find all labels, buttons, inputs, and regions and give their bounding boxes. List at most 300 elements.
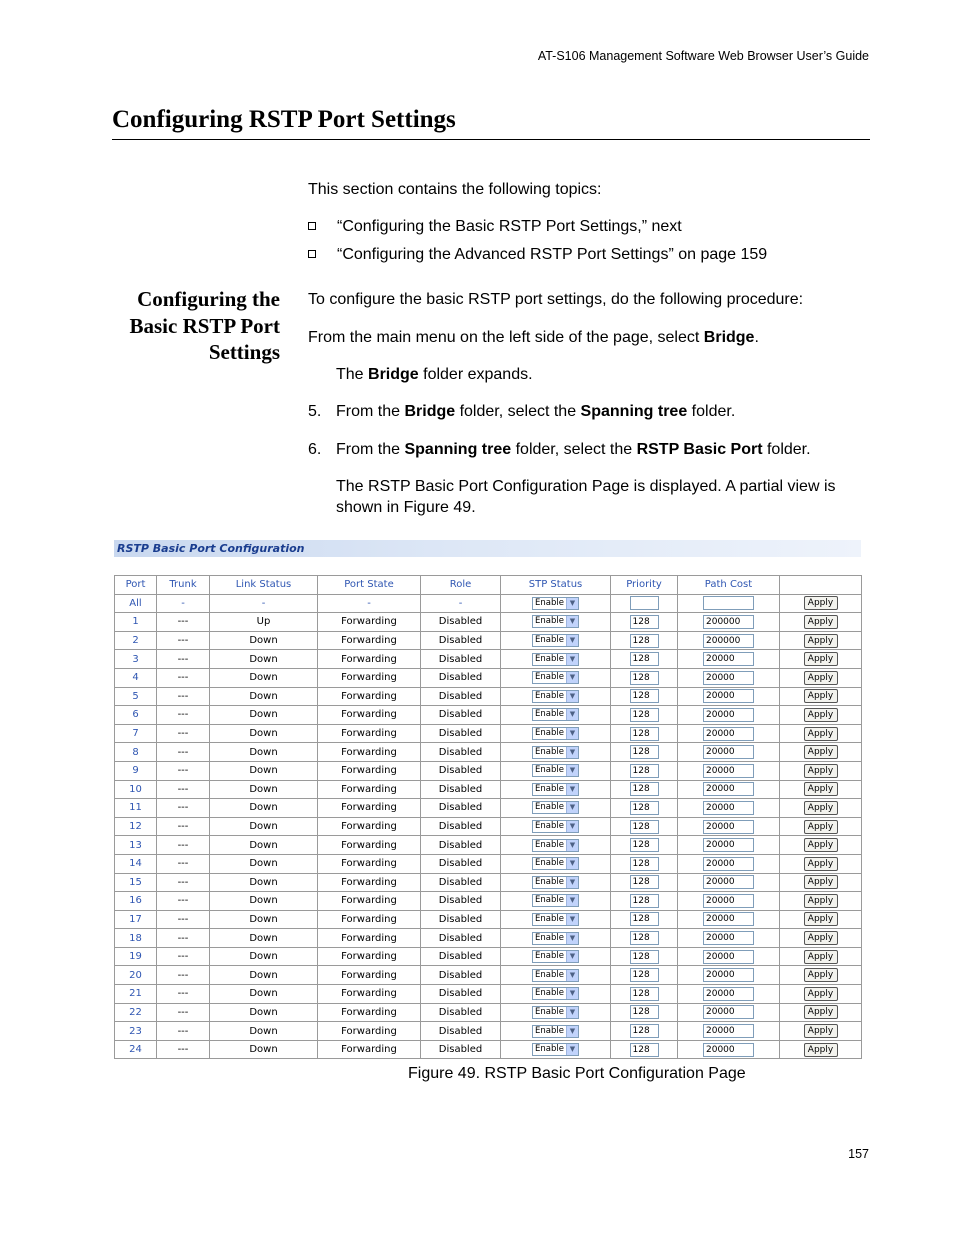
priority-cell xyxy=(611,817,678,836)
path-cost-input[interactable]: 20000 xyxy=(703,764,754,778)
role-cell: Disabled xyxy=(421,613,501,632)
table-row xyxy=(115,724,862,743)
priority-input[interactable]: 128 xyxy=(630,968,659,982)
apply-cell xyxy=(780,817,862,836)
table-row xyxy=(115,631,862,650)
port-cell: 19 xyxy=(115,947,157,966)
apply-button[interactable]: Apply xyxy=(804,634,838,648)
path-cost-input[interactable]: 20000 xyxy=(703,968,754,982)
trunk-cell: --- xyxy=(157,873,210,892)
port-state-cell: Forwarding xyxy=(318,724,421,743)
path-cost-cell xyxy=(678,799,780,818)
path-cost-cell xyxy=(678,1003,780,1022)
apply-cell xyxy=(780,854,862,873)
port-cell: 17 xyxy=(115,910,157,929)
column-header: Path Cost xyxy=(678,576,780,595)
figure-caption: Figure 49. RSTP Basic Port Configuration Page xyxy=(408,1065,746,1082)
port-state-cell: Forwarding xyxy=(318,929,421,948)
link-status-cell: Down xyxy=(210,929,318,948)
path-cost-cell xyxy=(678,817,780,836)
priority-input[interactable]: 128 xyxy=(630,689,659,703)
chevron-down-icon: ▼ xyxy=(566,747,578,758)
chevron-down-icon: ▼ xyxy=(566,933,578,944)
stp-status-select[interactable]: Enable ▼ xyxy=(532,801,579,814)
apply-button[interactable]: Apply xyxy=(804,820,838,834)
stp-status-select[interactable]: Enable ▼ xyxy=(532,634,579,647)
stp-status-select[interactable]: Enable ▼ xyxy=(532,876,579,889)
path-cost-input[interactable]: 20000 xyxy=(703,782,754,796)
apply-cell xyxy=(780,929,862,948)
path-cost-cell xyxy=(678,836,780,855)
priority-input[interactable]: 128 xyxy=(630,931,659,945)
port-cell: 13 xyxy=(115,836,157,855)
priority-input[interactable]: 128 xyxy=(630,782,659,796)
step-number: 5. xyxy=(308,403,322,420)
priority-cell xyxy=(611,873,678,892)
port-cell: 6 xyxy=(115,706,157,725)
apply-button[interactable]: Apply xyxy=(804,708,838,722)
chevron-down-icon: ▼ xyxy=(566,784,578,795)
link-status-cell: Down xyxy=(210,873,318,892)
priority-cell xyxy=(611,761,678,780)
table-row xyxy=(115,1040,862,1059)
port-cell: 22 xyxy=(115,1003,157,1022)
apply-button[interactable]: Apply xyxy=(804,950,838,964)
apply-button[interactable]: Apply xyxy=(804,1043,838,1057)
trunk-cell: --- xyxy=(157,1003,210,1022)
path-cost-input[interactable]: 20000 xyxy=(703,671,754,685)
link-status-cell: Down xyxy=(210,1022,318,1041)
role-cell: Disabled xyxy=(421,724,501,743)
link-status-cell: Down xyxy=(210,724,318,743)
apply-button[interactable]: Apply xyxy=(804,652,838,666)
port-cell: 4 xyxy=(115,668,157,687)
table-row xyxy=(115,780,862,799)
apply-button[interactable]: Apply xyxy=(804,1024,838,1038)
stp-status-cell xyxy=(501,668,611,687)
priority-input[interactable]: 128 xyxy=(630,745,659,759)
path-cost-input[interactable]: 20000 xyxy=(703,801,754,815)
priority-input[interactable]: 128 xyxy=(630,1043,659,1057)
apply-button[interactable]: Apply xyxy=(804,801,838,815)
apply-button[interactable]: Apply xyxy=(804,912,838,926)
chevron-down-icon: ▼ xyxy=(566,672,578,683)
link-status-cell: Down xyxy=(210,650,318,669)
priority-cell xyxy=(611,631,678,650)
stp-status-select[interactable]: Enable ▼ xyxy=(532,708,579,721)
port-state-cell: Forwarding xyxy=(318,650,421,669)
stp-status-cell xyxy=(501,761,611,780)
chevron-down-icon: ▼ xyxy=(566,1044,578,1055)
priority-cell xyxy=(611,650,678,669)
chevron-down-icon: ▼ xyxy=(566,840,578,851)
path-cost-input[interactable] xyxy=(703,596,754,610)
apply-cell xyxy=(780,1022,862,1041)
path-cost-cell xyxy=(678,854,780,873)
path-cost-input[interactable]: 20000 xyxy=(703,857,754,871)
table-row xyxy=(115,1003,862,1022)
step-result: The RSTP Basic Port Configuration Page is displayed. A partial view is shown in Figure 49. xyxy=(336,478,836,516)
path-cost-input[interactable]: 20000 xyxy=(703,820,754,834)
stp-status-cell xyxy=(501,613,611,632)
role-cell: Disabled xyxy=(421,836,501,855)
stp-status-cell xyxy=(501,966,611,985)
path-cost-cell xyxy=(678,947,780,966)
apply-button[interactable]: Apply xyxy=(804,615,838,629)
role-cell: Disabled xyxy=(421,873,501,892)
path-cost-input[interactable]: 20000 xyxy=(703,950,754,964)
port-state-cell: Forwarding xyxy=(318,613,421,632)
apply-button[interactable]: Apply xyxy=(804,1005,838,1019)
chevron-down-icon: ▼ xyxy=(566,728,578,739)
priority-cell xyxy=(611,1040,678,1059)
stp-status-select[interactable]: Enable ▼ xyxy=(532,727,579,740)
table-row xyxy=(115,892,862,911)
path-cost-cell xyxy=(678,1040,780,1059)
chevron-down-icon: ▼ xyxy=(566,691,578,702)
trunk-cell: --- xyxy=(157,780,210,799)
table-row xyxy=(115,761,862,780)
priority-input[interactable]: 128 xyxy=(630,894,659,908)
chevron-down-icon: ▼ xyxy=(566,914,578,925)
section-heading xyxy=(100,286,280,366)
path-cost-cell xyxy=(678,613,780,632)
stp-status-select[interactable]: Enable ▼ xyxy=(532,746,579,759)
apply-cell xyxy=(780,1040,862,1059)
role-cell: Disabled xyxy=(421,910,501,929)
path-cost-input[interactable]: 20000 xyxy=(703,875,754,889)
stp-status-select[interactable]: Enable ▼ xyxy=(532,950,579,963)
path-cost-cell xyxy=(678,873,780,892)
priority-input[interactable]: 128 xyxy=(630,634,659,648)
role-cell: Disabled xyxy=(421,687,501,706)
port-cell: 16 xyxy=(115,892,157,911)
path-cost-input[interactable]: 20000 xyxy=(703,1005,754,1019)
stp-status-cell xyxy=(501,892,611,911)
apply-button[interactable]: Apply xyxy=(804,968,838,982)
stp-status-cell xyxy=(501,594,611,613)
trunk-cell: --- xyxy=(157,668,210,687)
stp-status-select[interactable]: Enable ▼ xyxy=(532,764,579,777)
chevron-down-icon: ▼ xyxy=(566,821,578,832)
apply-cell xyxy=(780,761,862,780)
priority-input[interactable]: 128 xyxy=(630,912,659,926)
stp-status-select[interactable]: Enable ▼ xyxy=(532,1006,579,1019)
path-cost-input[interactable]: 20000 xyxy=(703,931,754,945)
trunk-cell: --- xyxy=(157,724,210,743)
table-row xyxy=(115,706,862,725)
trunk-cell: --- xyxy=(157,947,210,966)
port-cell: 15 xyxy=(115,873,157,892)
path-cost-cell xyxy=(678,724,780,743)
step-result: The Bridge folder expands. xyxy=(336,366,533,383)
stp-status-select[interactable]: Enable ▼ xyxy=(532,969,579,982)
port-cell: 3 xyxy=(115,650,157,669)
section-heading-line: Configuring the xyxy=(137,287,280,311)
port-cell: 8 xyxy=(115,743,157,762)
table-row xyxy=(115,817,862,836)
port-cell: 18 xyxy=(115,929,157,948)
section-heading-line: Basic RSTP Port xyxy=(129,313,280,338)
role-cell: Disabled xyxy=(421,706,501,725)
port-state-cell: Forwarding xyxy=(318,966,421,985)
chevron-down-icon: ▼ xyxy=(566,895,578,906)
link-status-cell: Down xyxy=(210,631,318,650)
priority-input[interactable]: 128 xyxy=(630,1024,659,1038)
role-cell: Disabled xyxy=(421,966,501,985)
stp-status-select[interactable]: Enable ▼ xyxy=(532,671,579,684)
apply-cell xyxy=(780,966,862,985)
port-state-cell: Forwarding xyxy=(318,799,421,818)
stp-status-select[interactable]: Enable ▼ xyxy=(532,597,579,610)
path-cost-input[interactable]: 200000 xyxy=(703,615,754,629)
stp-status-cell xyxy=(501,854,611,873)
apply-cell xyxy=(780,631,862,650)
chevron-down-icon: ▼ xyxy=(566,709,578,720)
trunk-cell: --- xyxy=(157,892,210,911)
checkbox-bullet-icon xyxy=(308,222,316,230)
path-cost-input[interactable]: 20000 xyxy=(703,652,754,666)
priority-cell xyxy=(611,910,678,929)
role-cell: Disabled xyxy=(421,1040,501,1059)
role-cell: Disabled xyxy=(421,892,501,911)
apply-button[interactable]: Apply xyxy=(804,727,838,741)
apply-button[interactable]: Apply xyxy=(804,689,838,703)
apply-cell xyxy=(780,743,862,762)
stp-status-select[interactable]: Enable ▼ xyxy=(532,894,579,907)
port-state-cell: Forwarding xyxy=(318,873,421,892)
stp-status-select[interactable]: Enable ▼ xyxy=(532,783,579,796)
path-cost-input[interactable]: 200000 xyxy=(703,634,754,648)
port-cell: 12 xyxy=(115,817,157,836)
port-state-cell: Forwarding xyxy=(318,780,421,799)
priority-input[interactable]: 128 xyxy=(630,671,659,685)
trunk-cell: --- xyxy=(157,799,210,818)
link-status-cell: Down xyxy=(210,817,318,836)
port-state-cell: Forwarding xyxy=(318,1003,421,1022)
apply-cell xyxy=(780,1003,862,1022)
apply-button[interactable]: Apply xyxy=(804,987,838,1001)
path-cost-cell xyxy=(678,687,780,706)
role-cell: Disabled xyxy=(421,668,501,687)
apply-button[interactable]: Apply xyxy=(804,671,838,685)
apply-button[interactable]: Apply xyxy=(804,875,838,889)
apply-button[interactable]: Apply xyxy=(804,782,838,796)
stp-status-select[interactable]: Enable ▼ xyxy=(532,820,579,833)
path-cost-cell xyxy=(678,668,780,687)
path-cost-cell xyxy=(678,892,780,911)
apply-button[interactable]: Apply xyxy=(804,838,838,852)
priority-input[interactable]: 128 xyxy=(630,875,659,889)
path-cost-cell xyxy=(678,780,780,799)
path-cost-cell xyxy=(678,706,780,725)
role-cell: Disabled xyxy=(421,799,501,818)
role-cell: Disabled xyxy=(421,1003,501,1022)
priority-input[interactable]: 128 xyxy=(630,950,659,964)
priority-input[interactable]: 128 xyxy=(630,1005,659,1019)
apply-cell xyxy=(780,873,862,892)
path-cost-input[interactable]: 20000 xyxy=(703,708,754,722)
path-cost-cell xyxy=(678,985,780,1004)
table-row xyxy=(115,947,862,966)
column-header: Role xyxy=(421,576,501,595)
stp-status-cell xyxy=(501,631,611,650)
table-row xyxy=(115,743,862,762)
stp-status-select[interactable]: Enable ▼ xyxy=(532,839,579,852)
topic-link[interactable]: “Configuring the Basic RSTP Port Settings,” next xyxy=(337,218,682,235)
table-row xyxy=(115,985,862,1004)
priority-input[interactable]: 128 xyxy=(630,857,659,871)
priority-cell xyxy=(611,668,678,687)
port-state-cell: Forwarding xyxy=(318,817,421,836)
path-cost-input[interactable]: 20000 xyxy=(703,689,754,703)
priority-input[interactable] xyxy=(630,596,659,610)
path-cost-input[interactable]: 20000 xyxy=(703,987,754,1001)
stp-status-select[interactable]: Enable ▼ xyxy=(532,1043,579,1056)
path-cost-cell xyxy=(678,1022,780,1041)
trunk-cell: --- xyxy=(157,631,210,650)
chapter-title: Configuring RSTP Port Settings xyxy=(112,106,456,133)
priority-input[interactable]: 128 xyxy=(630,820,659,834)
path-cost-cell xyxy=(678,594,780,613)
stp-status-select[interactable]: Enable ▼ xyxy=(532,987,579,1000)
chevron-down-icon: ▼ xyxy=(566,802,578,813)
path-cost-cell xyxy=(678,631,780,650)
path-cost-cell xyxy=(678,743,780,762)
link-status-cell: Down xyxy=(210,706,318,725)
priority-input[interactable]: 128 xyxy=(630,987,659,1001)
priority-cell xyxy=(611,892,678,911)
chevron-down-icon: ▼ xyxy=(566,598,578,609)
stp-status-cell xyxy=(501,650,611,669)
apply-button[interactable]: Apply xyxy=(804,745,838,759)
port-state-cell: Forwarding xyxy=(318,892,421,911)
table-row xyxy=(115,687,862,706)
path-cost-input[interactable]: 20000 xyxy=(703,894,754,908)
port-state-cell: Forwarding xyxy=(318,910,421,929)
priority-cell xyxy=(611,594,678,613)
column-header: Port xyxy=(115,576,157,595)
stp-status-select[interactable]: Enable ▼ xyxy=(532,653,579,666)
chevron-down-icon: ▼ xyxy=(566,988,578,999)
port-state-cell: Forwarding xyxy=(318,1040,421,1059)
link-status-cell: Down xyxy=(210,1040,318,1059)
path-cost-cell xyxy=(678,910,780,929)
link-status-cell: - xyxy=(210,594,318,613)
link-status-cell: Down xyxy=(210,780,318,799)
trunk-cell: --- xyxy=(157,613,210,632)
stp-status-cell xyxy=(501,1003,611,1022)
path-cost-input[interactable]: 20000 xyxy=(703,838,754,852)
link-status-cell: Down xyxy=(210,947,318,966)
priority-input[interactable]: 128 xyxy=(630,838,659,852)
stp-status-select[interactable]: Enable ▼ xyxy=(532,913,579,926)
chevron-down-icon: ▼ xyxy=(566,654,578,665)
trunk-cell: --- xyxy=(157,817,210,836)
port-cell: 7 xyxy=(115,724,157,743)
apply-cell xyxy=(780,985,862,1004)
stp-status-cell xyxy=(501,985,611,1004)
path-cost-input[interactable]: 20000 xyxy=(703,727,754,741)
figure-title: RSTP Basic Port Configuration xyxy=(117,542,305,555)
stp-status-cell xyxy=(501,743,611,762)
port-state-cell: Forwarding xyxy=(318,631,421,650)
table-row xyxy=(115,650,862,669)
apply-cell xyxy=(780,594,862,613)
apply-button[interactable]: Apply xyxy=(804,596,838,610)
apply-cell xyxy=(780,780,862,799)
port-state-cell: Forwarding xyxy=(318,1022,421,1041)
trunk-cell: --- xyxy=(157,985,210,1004)
table-row xyxy=(115,836,862,855)
priority-cell xyxy=(611,985,678,1004)
procedure-intro: To configure the basic RSTP port settings, do the following procedure: xyxy=(308,291,804,308)
link-status-cell: Down xyxy=(210,966,318,985)
port-state-cell: Forwarding xyxy=(318,836,421,855)
priority-input[interactable]: 128 xyxy=(630,727,659,741)
port-state-cell: - xyxy=(318,594,421,613)
port-state-cell: Forwarding xyxy=(318,761,421,780)
path-cost-input[interactable]: 20000 xyxy=(703,745,754,759)
priority-input[interactable]: 128 xyxy=(630,708,659,722)
trunk-cell: --- xyxy=(157,836,210,855)
priority-cell xyxy=(611,966,678,985)
path-cost-input[interactable]: 20000 xyxy=(703,1043,754,1057)
stp-status-select[interactable]: Enable ▼ xyxy=(532,1025,579,1038)
chevron-down-icon: ▼ xyxy=(566,616,578,627)
link-status-cell: Down xyxy=(210,761,318,780)
stp-status-select[interactable]: Enable ▼ xyxy=(532,690,579,703)
role-cell: Disabled xyxy=(421,947,501,966)
stp-status-cell xyxy=(501,706,611,725)
apply-button[interactable]: Apply xyxy=(804,931,838,945)
role-cell: Disabled xyxy=(421,817,501,836)
trunk-cell: --- xyxy=(157,1040,210,1059)
port-state-cell: Forwarding xyxy=(318,854,421,873)
priority-cell xyxy=(611,929,678,948)
priority-cell xyxy=(611,1003,678,1022)
apply-button[interactable]: Apply xyxy=(804,894,838,908)
apply-cell xyxy=(780,706,862,725)
apply-cell xyxy=(780,910,862,929)
port-state-cell: Forwarding xyxy=(318,743,421,762)
apply-cell xyxy=(780,799,862,818)
link-status-cell: Down xyxy=(210,687,318,706)
priority-input[interactable]: 128 xyxy=(630,652,659,666)
apply-button[interactable]: Apply xyxy=(804,764,838,778)
trunk-cell: --- xyxy=(157,706,210,725)
priority-input[interactable]: 128 xyxy=(630,801,659,815)
apply-button[interactable]: Apply xyxy=(804,857,838,871)
column-header: Trunk xyxy=(157,576,210,595)
priority-input[interactable]: 128 xyxy=(630,615,659,629)
stp-status-select[interactable]: Enable ▼ xyxy=(532,615,579,628)
stp-status-cell xyxy=(501,724,611,743)
link-status-cell: Down xyxy=(210,910,318,929)
stp-status-select[interactable]: Enable ▼ xyxy=(532,932,579,945)
role-cell: Disabled xyxy=(421,929,501,948)
path-cost-input[interactable]: 20000 xyxy=(703,912,754,926)
path-cost-input[interactable]: 20000 xyxy=(703,1024,754,1038)
port-state-cell: Forwarding xyxy=(318,947,421,966)
table-row xyxy=(115,854,862,873)
trunk-cell: --- xyxy=(157,687,210,706)
stp-status-select[interactable]: Enable ▼ xyxy=(532,857,579,870)
topic-link[interactable]: “Configuring the Advanced RSTP Port Settings” on page 159 xyxy=(337,246,768,263)
table-row xyxy=(115,1022,862,1041)
apply-cell xyxy=(780,613,862,632)
priority-input[interactable]: 128 xyxy=(630,764,659,778)
